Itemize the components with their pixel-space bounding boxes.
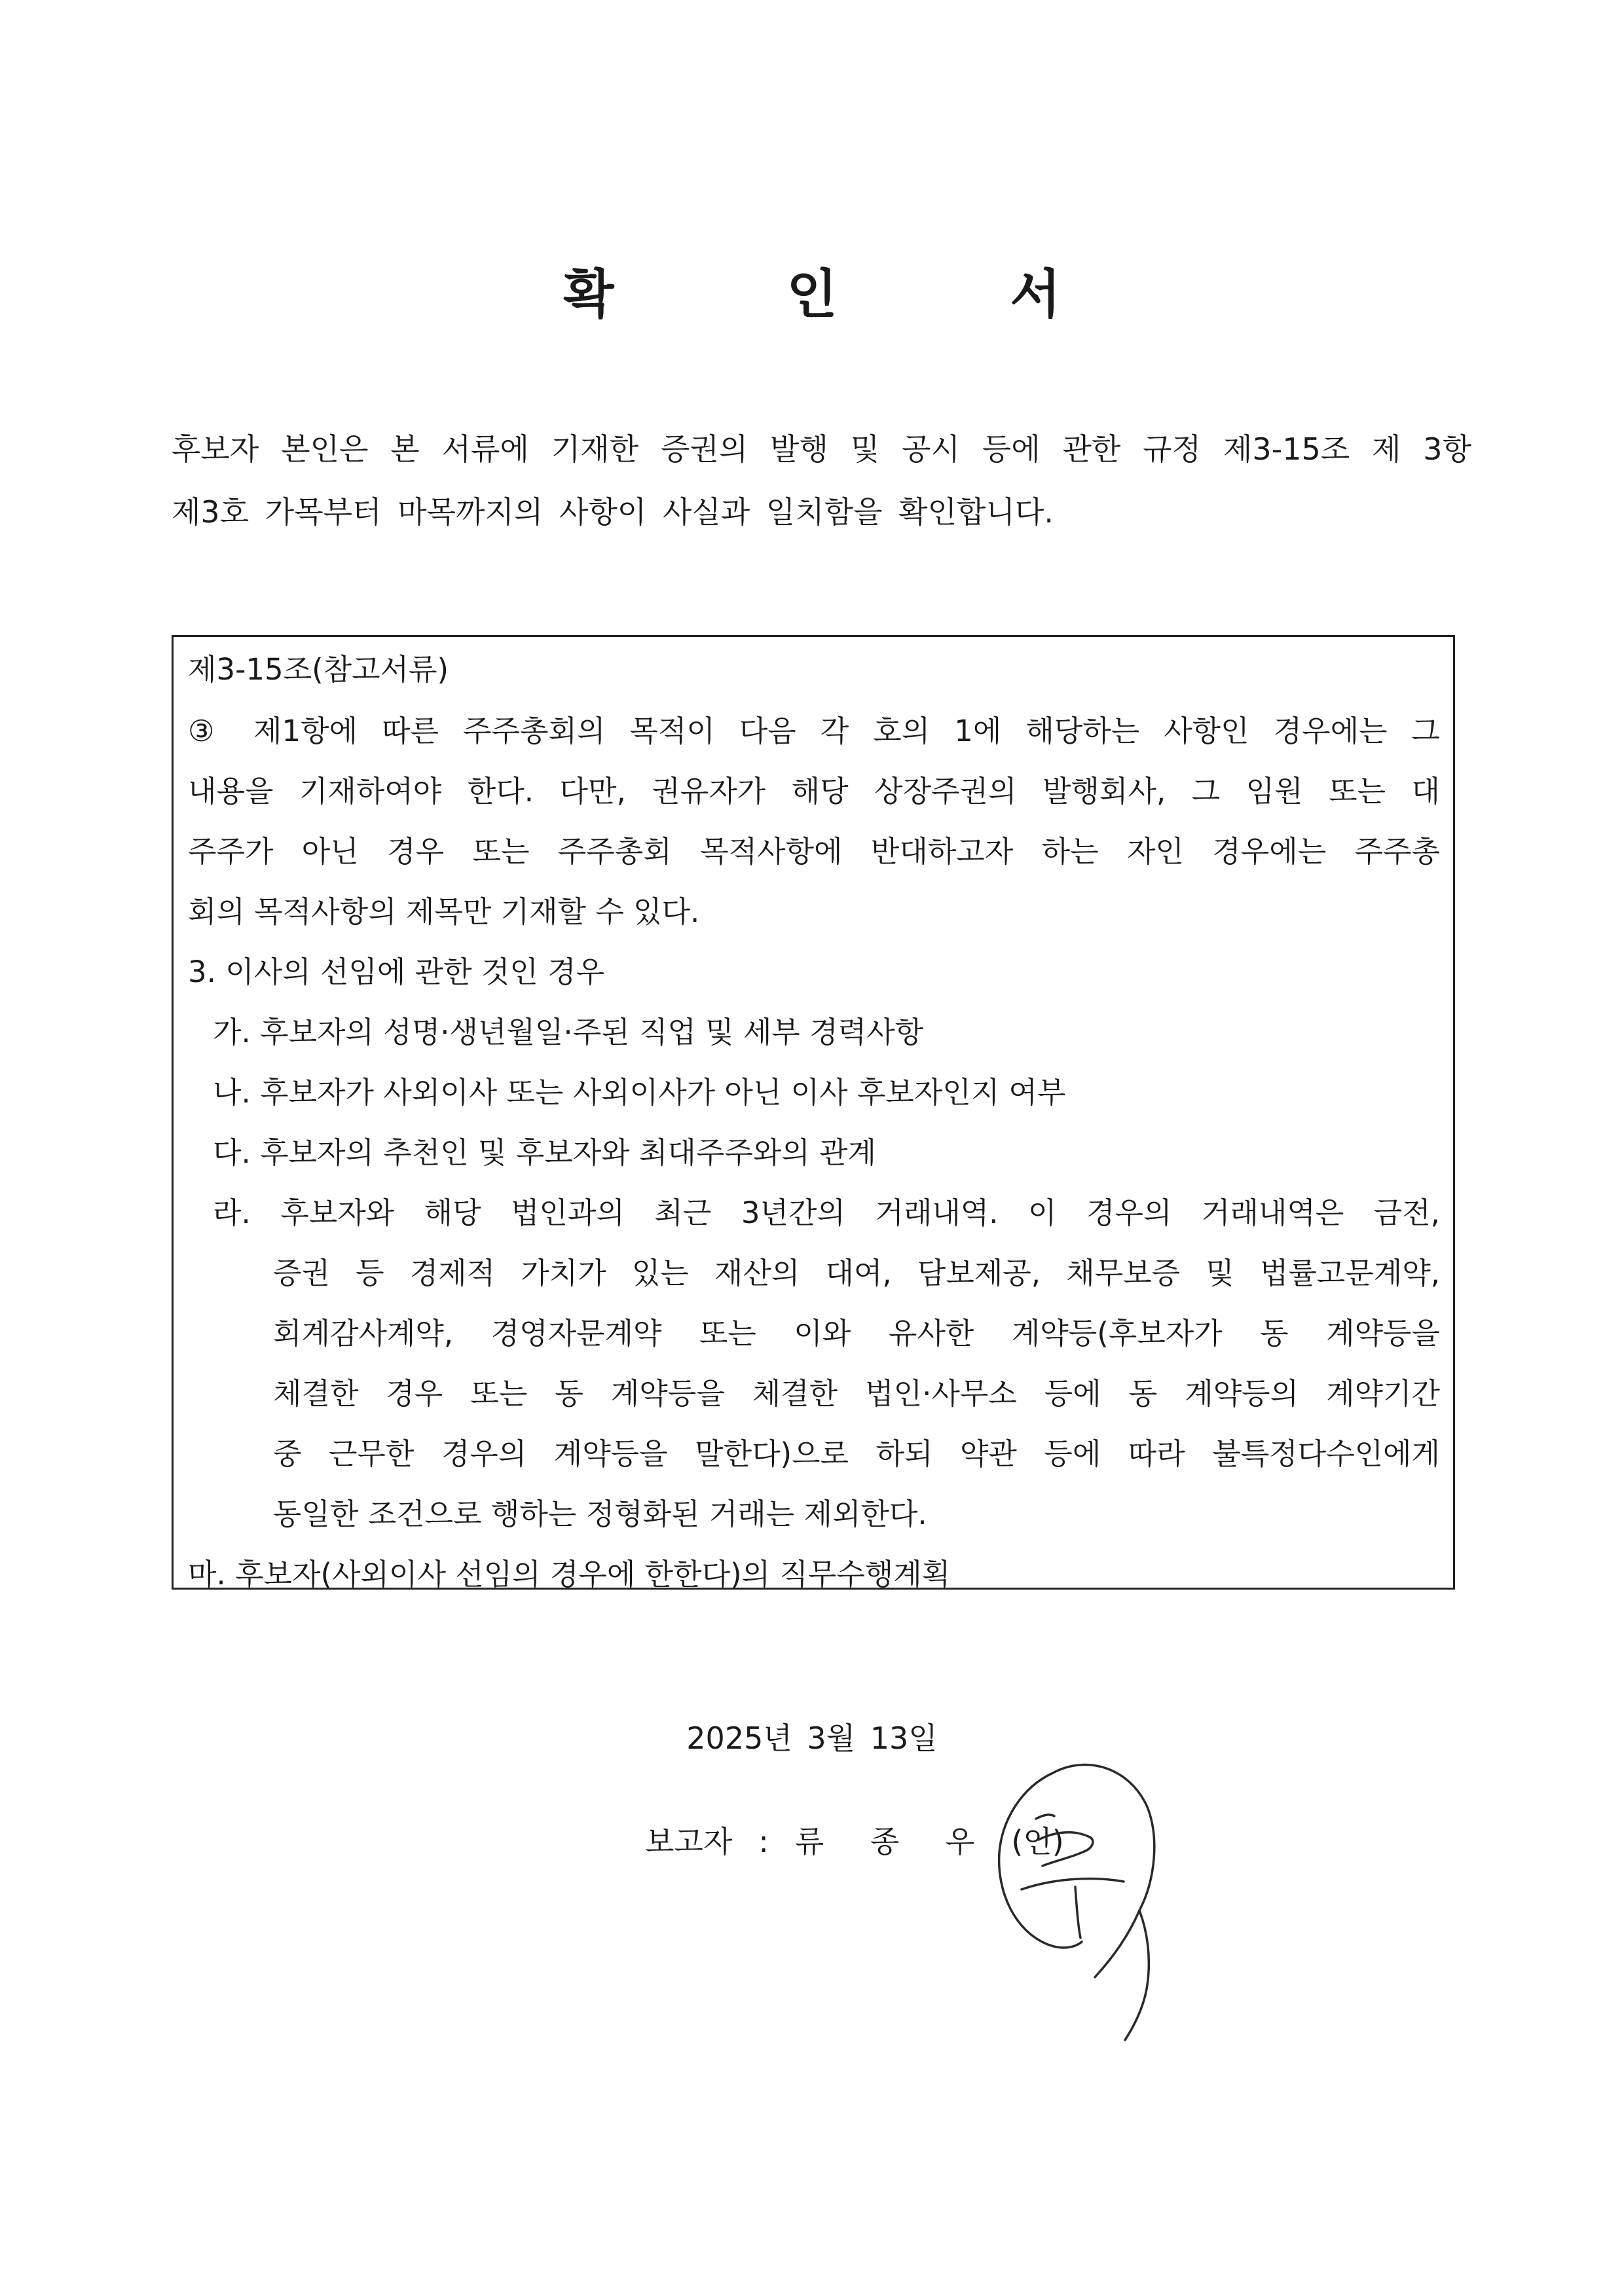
intro-statement	[172, 418, 1471, 543]
subitem-ra-line: 라. 후보자와 해당 법인과의 최근 3년간의 거래내역. 이 경우의 거래내역은 금전,	[213, 1195, 1440, 1230]
seal-mark: (인)	[1011, 1824, 1064, 1859]
subitem-ra-line: 체결한 경우 또는 동 계약등을 체결한 법인·사무소 등에 동 계약등의 계약기간	[273, 1376, 1440, 1411]
reporter-separator: :	[758, 1824, 769, 1859]
regulation-reference-box	[172, 635, 1455, 1590]
subitem-ra-line: 동일한 조건으로 행하는 정형화된 거래는 제외한다.	[273, 1497, 927, 1531]
paragraph-3-line: 회의 목적사항의 제목만 기재할 수 있다.	[188, 894, 700, 929]
paragraph-3-line: ③ 제1항에 따른 주주총회의 목적이 다음 각 호의 1에 해당하는 사항인 경우에는 그	[188, 714, 1440, 748]
subitem-ra-line: 중 근무한 경우의 계약등을 말한다)으로 하되 약관 등에 따라 불특정다수인에게	[273, 1436, 1440, 1471]
subitem-na: 나. 후보자가 사외이사 또는 사외이사가 아닌 이사 후보자인지 여부	[213, 1075, 1066, 1110]
document-date: 2025년 3월 13일	[686, 1721, 938, 1756]
subitem-ma: 마. 후보자(사외이사 선임의 경우에 한한다)의 직무수행계획	[188, 1557, 951, 1592]
paragraph-3	[188, 701, 1440, 942]
reporter-name: 류 종 우	[794, 1824, 993, 1859]
paragraph-3-line: 주주가 아닌 경우 또는 주주총회 목적사항에 반대하고자 하는 자인 경우에는 주주총	[188, 834, 1440, 869]
document-title: 확 인 서	[563, 264, 1138, 325]
subitem-ga: 가. 후보자의 성명·생년월일·주된 직업 및 세부 경력사항	[213, 1015, 924, 1049]
handwritten-signature-icon	[976, 1741, 1172, 2056]
subitem-ra	[188, 1183, 1440, 1544]
paragraph-3-line: 내용을 기재하여야 한다. 다만, 권유자가 해당 상장주권의 발행회사, 그 임원 또는 대	[188, 774, 1440, 809]
intro-line-1: 후보자 본인은 본 서류에 기재한 증권의 발행 및 공시 등에 관한 규정 제3-15조 제 3항	[172, 431, 1471, 467]
subitem-da: 다. 후보자의 추천인 및 후보자와 최대주주와의 관계	[213, 1135, 877, 1170]
intro-line-2: 제3호 가목부터 마목까지의 사항이 사실과 일치함을 확인합니다.	[172, 494, 1054, 530]
subitem-ra-line: 회계감사계약, 경영자문계약 또는 이와 유사한 계약등(후보자가 동 계약등을	[273, 1316, 1440, 1351]
reporter-label: 보고자	[645, 1824, 733, 1859]
subitem-ra-line: 증권 등 경제적 가치가 있는 재산의 대여, 담보제공, 채무보증 및 법률고문계약,	[273, 1256, 1440, 1290]
item-3-director-election: 3. 이사의 선임에 관한 것인 경우	[188, 955, 605, 989]
regulation-heading: 제3-15조(참고서류)	[188, 652, 449, 687]
